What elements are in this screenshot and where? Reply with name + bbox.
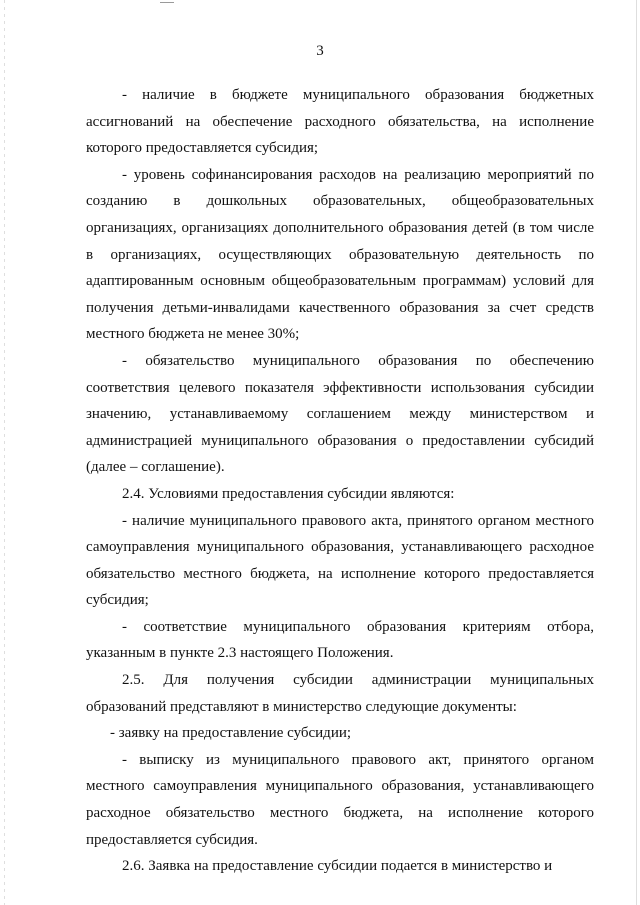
- paragraph-criteria-compliance: - соответствие муниципального образования критериям отбора, указанным в пункте 2.3 настоящего Положения.: [86, 618, 594, 662]
- paragraph-application: - заявку на предоставление субсидии;: [110, 725, 352, 742]
- paragraph-obligation: - обязательство муниципального образования по обеспечению соответствия целевого показателя эффективности использования субсидии значению, устанавливаемому соглашением между министерством и администрацией муниципального образования о предоставлении субсидий (далее – соглашение).: [86, 352, 594, 476]
- paragraph-extract: - выписку из муниципального правового акт, принятого органом местного самоуправления муниципального образования, устанавливающего расходное обязательство местного бюджета, на исполнение которого предоставляется субсидия.: [86, 751, 594, 848]
- paragraph-legal-act: - наличие муниципального правового акта, принятого органом местного самоуправления муниципального образования, устанавливающего расходное обязательство местного бюджета, на исполнение которого предоставляется субсидия;: [86, 512, 594, 609]
- document-body: [86, 82, 594, 880]
- paragraph-section-2-4: 2.4. Условиями предоставления субсидии являются:: [122, 485, 455, 502]
- scan-mark: [160, 2, 174, 3]
- paragraph-cofinancing-level: - уровень софинансирования расходов на реализацию мероприятий по созданию в дошкольных образовательных, общеобразовательных организациях, организациях дополнительного образования детей (в том числе в организациях, осуществляющих образовательную деятельность по адаптированным основным общеобразовательным программам) условий для получения детьми-инвалидами качественного образования за счет средств местного бюджета не менее 30%;: [86, 166, 594, 343]
- paragraph-section-2-5: 2.5. Для получения субсидии администрации муниципальных образований представляют в министерство следующие документы:: [86, 672, 594, 715]
- page-number: 3: [316, 43, 324, 59]
- scan-edge-right: [636, 0, 637, 905]
- paragraph-budget-allocations: - наличие в бюджете муниципального образования бюджетных ассигнований на обеспечение расходного обязательства, на исполнение которого предоставляется субсидия;: [86, 87, 594, 157]
- paragraph-section-2-6: 2.6. Заявка на предоставление субсидии подается в министерство и: [122, 858, 553, 875]
- scan-edge-left: [4, 0, 5, 905]
